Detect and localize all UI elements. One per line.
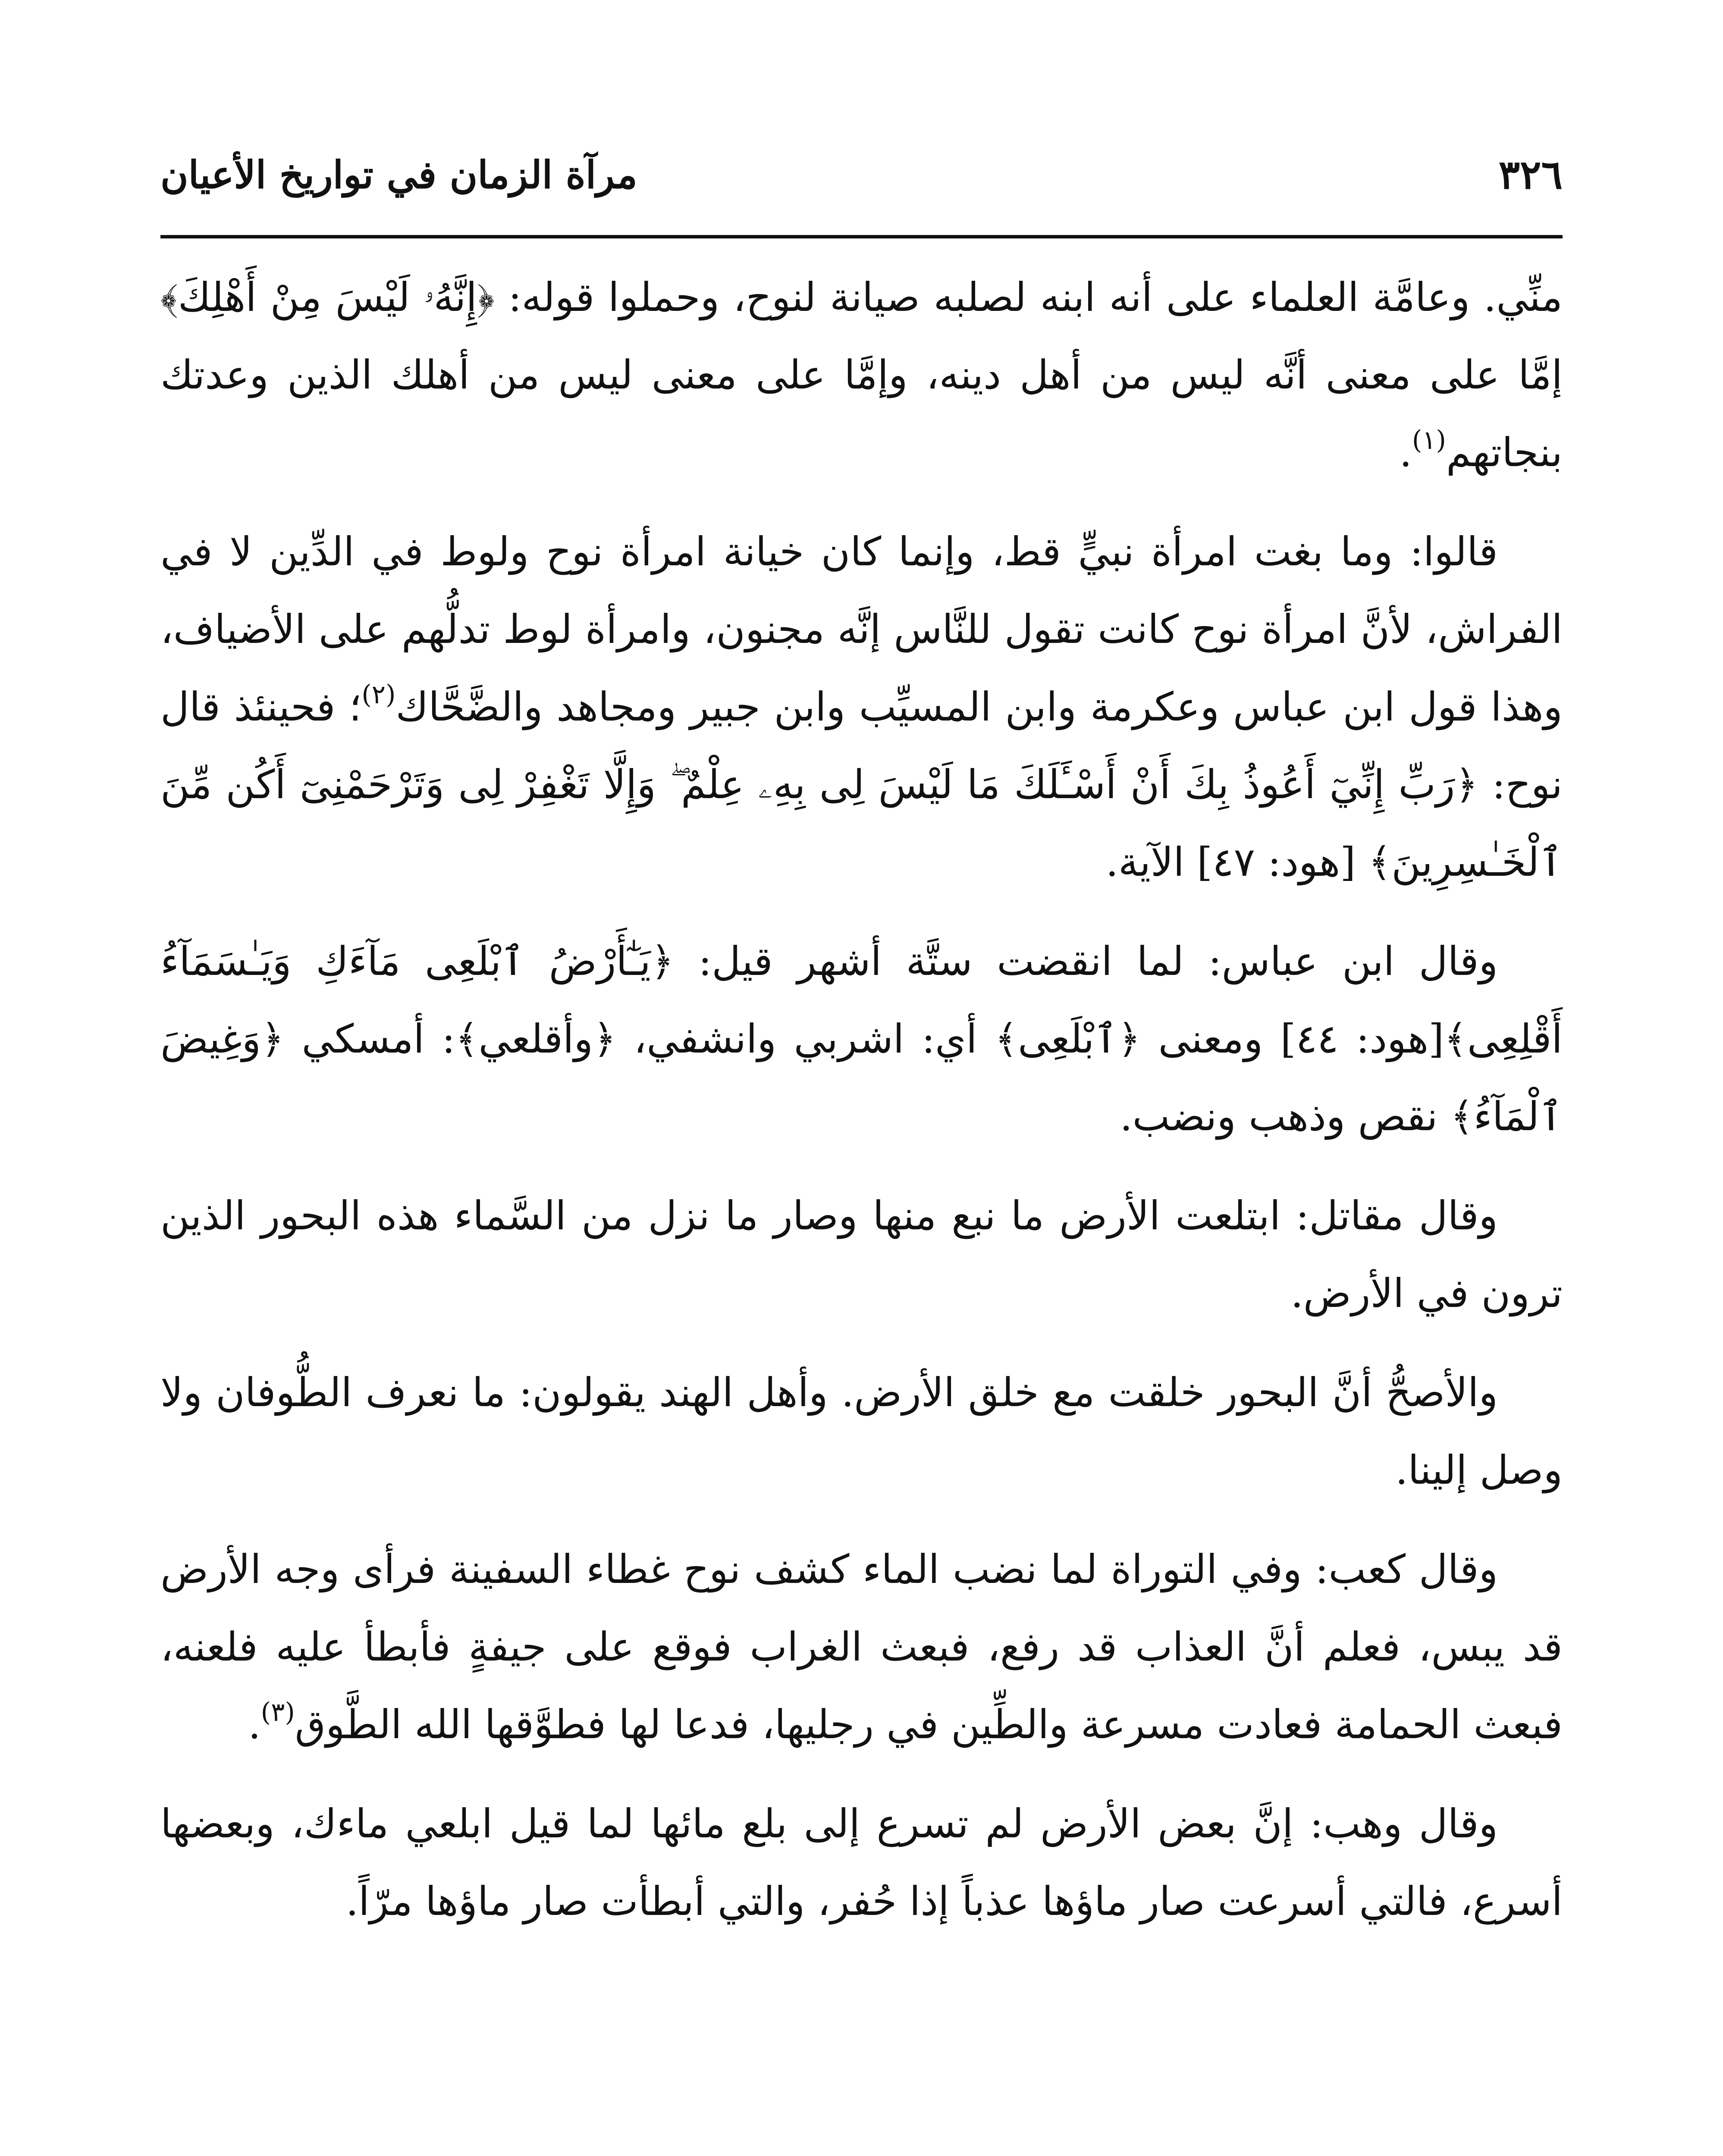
paragraph: وقال كعب: وفي التوراة لما نضب الماء كشف نوح غطاء السفينة فرأى وجه الأرض قد يبس، فعلم أنَّ العذاب قد رفع، فبعث الغراب فوقع على جيفةٍ فأبطأ عليه فلعنه، فبعث الحمامة فعادت مسرعة والطِّين في رجليها، فدعا لها فطوَّقها الله الطَّوق$^{(٣)}$. [160, 1546, 1563, 1748]
paragraph: قالوا: وما بغت امرأة نبيٍّ قط، وإنما كان خيانة امرأة نوح ولوط في الدِّين لا في الفراش، لأنَّ امرأة نوح كانت تقول للنَّاس إنَّه مجنون، وامرأة لوط تدلُّهم على الأضياف، وهذا قول ابن عباس وعكرمة وابن المسيِّب وابن جبير ومجاهد والضَّحَّاك$^{(٢)}$؛ فحينئذ قال نوح: ﴿رَبِّ إِنِّيٓ أَعُوذُ بِكَ أَنْ أَسْـَٔلَكَ مَا لَيْسَ لِى بِهِۦ عِلْمٌ ۖ وَإِلَّا تَغْفِرْ لِى وَتَرْحَمْنِىٓ أَكُن مِّنَ ٱلْخَـٰسِرِينَ﴾ [هود: ٤٧] الآية. [160, 529, 1563, 885]
body-text [160, 259, 1563, 1962]
paragraph: وقال ابن عباس: لما انقضت ستَّة أشهر قيل: ﴿يَـٰٓأَرْضُ ٱبْلَعِى مَآءَكِ وَيَـٰسَمَآءُ أَقْلِعِى﴾[هود: ٤٤] ومعنى ﴿ٱبْلَعِى﴾ أي: اشربي وانشفي، ﴿وأقلعي﴾: أمسكي ﴿وَغِيضَ ٱلْمَآءُ﴾ نقص وذهب ونضب. [160, 938, 1563, 1140]
running-head [160, 142, 1563, 207]
paragraph: منِّي. وعامَّة العلماء على أنه ابنه لصلبه صيانة لنوح، وحملوا قوله: ﴿إِنَّهُۥ لَيْسَ مِنْ أَهْلِكَ﴾ إمَّا على معنى أنَّه ليس من أهل دينه، وإمَّا على معنى ليس من أهلك الذين وعدتك بنجاتهم$^{(١)}$. [160, 274, 1563, 476]
paragraph: وقال مقاتل: ابتلعت الأرض ما نبع منها وصار ما نزل من السَّماء هذه البحور الذين ترون في الأرض. [160, 1193, 1563, 1316]
page-number: ٣٢٦ [1498, 151, 1563, 198]
paragraph: وقال وهب: إنَّ بعض الأرض لم تسرع إلى بلع مائها لما قيل ابلعي ماءك، وبعضها أسرع، فالتي أسرعت صار ماؤها عذباً إذا حُفر، والتي أبطأت صار ماؤها مرّاً. [160, 1801, 1563, 1924]
header-rule [160, 235, 1563, 238]
footnote-marker: (٣) [260, 1697, 295, 1727]
footnote-marker: (٢) [361, 680, 396, 710]
paragraph: والأصحُّ أنَّ البحور خلقت مع خلق الأرض. وأهل الهند يقولون: ما نعرف الطُّوفان ولا وصل إلينا. [160, 1369, 1563, 1493]
book-title: مرآة الزمان في تواريخ الأعيان [160, 152, 637, 197]
footnote-marker: (١) [1412, 425, 1446, 455]
